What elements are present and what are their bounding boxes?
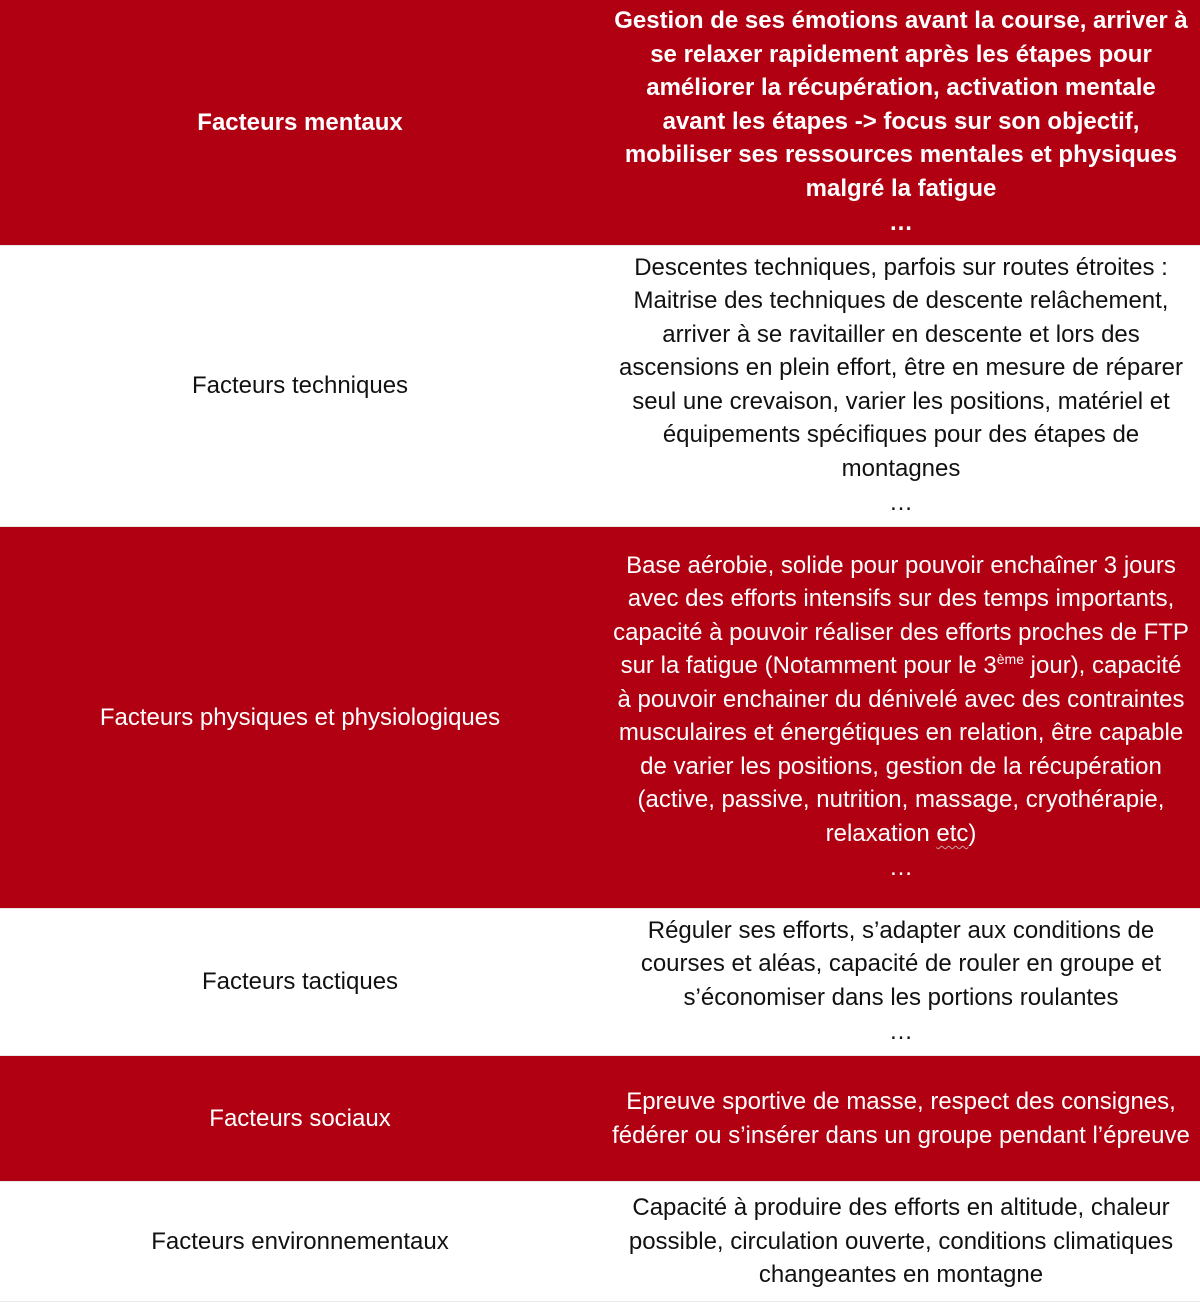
factor-description [600, 1056, 1200, 1181]
description-part: jour), capacité à pouvoir enchainer du dénivelé avec des contraintes musculaires et énergétiques en relation, être capable de varier les positions, gestion de la récupération (active, passive, nutrition, massage, cryothérapie, relaxation [617, 652, 1185, 847]
description-part: Base aérobie, solide pour pouvoir enchaîner 3 jours avec des efforts intensifs sur des temps importants, capacité à pouvoir réaliser des efforts proches de FTP sur la fatigue (Notamment pour le 3 [613, 551, 1189, 680]
ellipsis-text: … [889, 854, 913, 882]
ellipsis-text: … [889, 1018, 913, 1046]
factor-description [600, 0, 1200, 245]
factor-label: Facteurs environnementaux [151, 1227, 449, 1255]
table-row-technical [0, 246, 1200, 527]
factor-label: Facteurs physiques et physiologiques [99, 703, 501, 731]
ellipsis-text: … [889, 489, 913, 517]
factor-label: Facteurs mentaux [197, 108, 403, 136]
factor-label: Facteurs sociaux [209, 1104, 391, 1132]
description-text [612, 549, 1190, 851]
table-row-environmental [0, 1182, 1200, 1302]
factor-description [600, 1182, 1200, 1301]
description-text: Descentes techniques, parfois sur routes étroites : Maitrise des techniques de descente relâchement, arriver à se ravitailler en descente et lors des ascensions en plein effort, être en mesure de réparer seul une crevaison, varier les positions, matériel et équipements spécifiques pour des étapes de montagnes [619, 253, 1183, 482]
table-row-social [0, 1056, 1200, 1182]
superscript-text: ème [996, 651, 1024, 668]
description-text: Capacité à produire des efforts en altitude, chaleur possible, circulation ouverte, conditions climatiques changeantes en montagne [628, 1194, 1174, 1289]
description-text: Réguler ses efforts, s’adapter aux conditions de courses et aléas, capacité de rouler en groupe et s’économiser dans les portions roulantes [640, 916, 1162, 1011]
factor-description [600, 246, 1200, 526]
ellipsis-text: … [889, 209, 913, 236]
table-row-tactical [0, 909, 1200, 1056]
factor-label: Facteurs tactiques [201, 968, 399, 996]
factor-label: Facteurs techniques [191, 372, 409, 400]
spellcheck-underlined-word: etc [936, 819, 969, 847]
description-text: Epreuve sportive de masse, respect des consignes, fédérer ou s’insérer dans un groupe pendant l’épreuve [612, 1088, 1190, 1149]
description-part: ) [968, 819, 977, 847]
factor-description [600, 909, 1200, 1055]
table-row-mental [0, 0, 1200, 246]
description-text: Gestion de ses émotions avant la course, arriver à se relaxer rapidement après les étapes pour améliorer la récupération, activation mentale avant les étapes -> focus sur son objectif, mobiliser ses ressources mentales et physiques malgré la fatigue [614, 7, 1188, 202]
factor-description [600, 527, 1200, 908]
table-row-physical [0, 527, 1200, 909]
